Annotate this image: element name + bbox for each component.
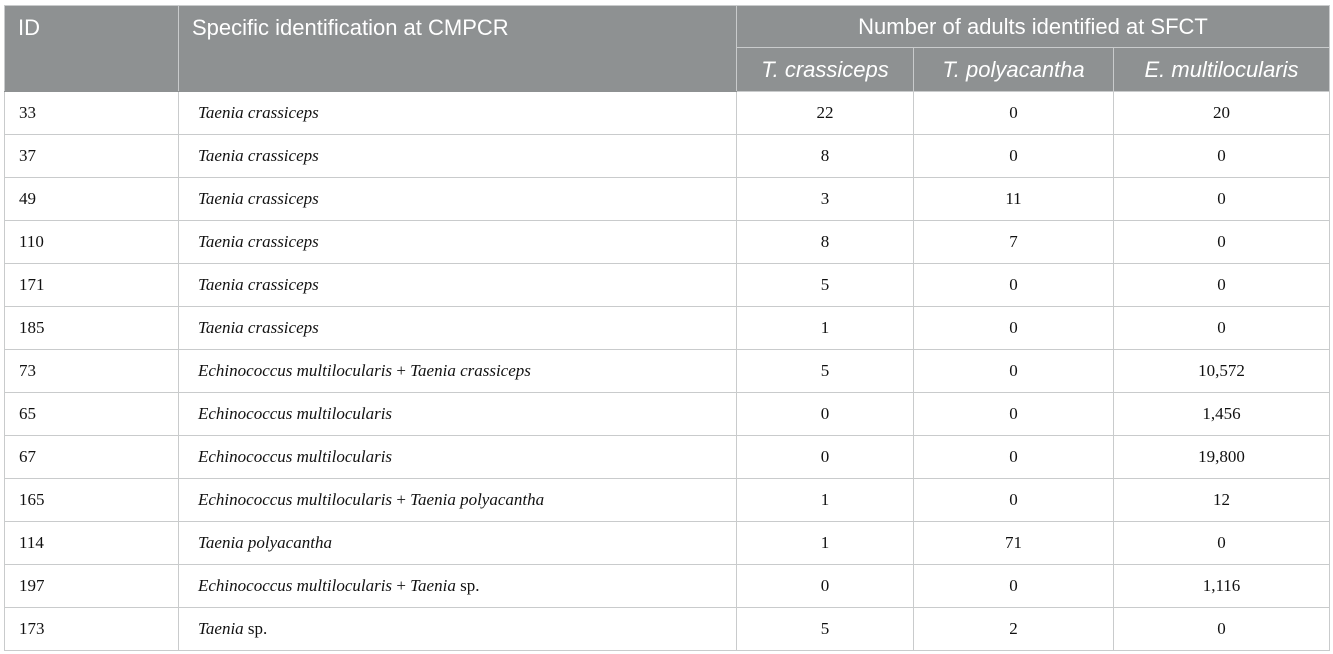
cell-specific-identification [179, 92, 737, 135]
cell-t-polyacantha-count: 0 [914, 135, 1114, 178]
cell-specific-identification [179, 479, 737, 522]
cell-t-crassiceps-count: 5 [737, 350, 914, 393]
cell-id: 33 [5, 92, 179, 135]
cell-t-polyacantha-count: 0 [914, 307, 1114, 350]
cell-t-crassiceps-count: 0 [737, 393, 914, 436]
cell-e-multilocularis-count: 19,800 [1114, 436, 1330, 479]
cell-t-crassiceps-count: 0 [737, 565, 914, 608]
cell-e-multilocularis-count: 10,572 [1114, 350, 1330, 393]
cell-id: 171 [5, 264, 179, 307]
cell-t-crassiceps-count: 5 [737, 264, 914, 307]
cell-e-multilocularis-count: 20 [1114, 92, 1330, 135]
cell-e-multilocularis-count: 1,116 [1114, 565, 1330, 608]
cell-t-polyacantha-count: 71 [914, 522, 1114, 565]
table-row [5, 479, 1330, 522]
results-table [4, 5, 1330, 651]
cell-specific-identification [179, 178, 737, 221]
cell-t-polyacantha-count: 7 [914, 221, 1114, 264]
table-row [5, 350, 1330, 393]
identification-text: Taenia [410, 576, 456, 595]
cell-e-multilocularis-count: 0 [1114, 522, 1330, 565]
identification-text: Taenia crassiceps [198, 146, 319, 165]
identification-text: Taenia [198, 619, 244, 638]
identification-text: Taenia crassiceps [198, 318, 319, 337]
cell-t-polyacantha-count: 0 [914, 565, 1114, 608]
cell-id: 165 [5, 479, 179, 522]
table-row [5, 307, 1330, 350]
cell-e-multilocularis-count: 0 [1114, 307, 1330, 350]
cell-specific-identification [179, 264, 737, 307]
table-row [5, 92, 1330, 135]
table-row [5, 436, 1330, 479]
identification-text: Echinococcus multilocularis [198, 447, 393, 466]
identification-text: Taenia crassiceps [198, 189, 319, 208]
cell-specific-identification [179, 135, 737, 178]
cell-t-crassiceps-count: 8 [737, 221, 914, 264]
header-e-multilocularis: E. multilocularis [1114, 48, 1330, 92]
identification-text: sp. [455, 576, 480, 595]
cell-e-multilocularis-count: 0 [1114, 608, 1330, 651]
cell-id: 73 [5, 350, 179, 393]
table-row [5, 522, 1330, 565]
cell-specific-identification [179, 393, 737, 436]
identification-text: Taenia polyacantha [198, 533, 332, 552]
header-t-polyacantha: T. polyacantha [914, 48, 1114, 92]
cell-e-multilocularis-count: 0 [1114, 178, 1330, 221]
cell-t-crassiceps-count: 1 [737, 307, 914, 350]
cell-t-crassiceps-count: 1 [737, 479, 914, 522]
identification-text: Taenia crassiceps [198, 275, 319, 294]
identification-text: Taenia crassiceps [198, 232, 319, 251]
cell-id: 67 [5, 436, 179, 479]
identification-text: + [392, 361, 411, 380]
identification-text: Echinococcus multilocularis [198, 361, 393, 380]
identification-text: Taenia polyacantha [410, 490, 545, 509]
cell-specific-identification [179, 436, 737, 479]
cell-t-crassiceps-count: 8 [737, 135, 914, 178]
cell-id: 65 [5, 393, 179, 436]
header-specific-identification: Specific identification at CMPCR [179, 6, 737, 92]
identification-text: Echinococcus multilocularis [198, 490, 393, 509]
cell-t-polyacantha-count: 0 [914, 436, 1114, 479]
cell-t-polyacantha-count: 0 [914, 479, 1114, 522]
table-row [5, 135, 1330, 178]
cell-specific-identification [179, 522, 737, 565]
table-row [5, 264, 1330, 307]
cell-e-multilocularis-count: 12 [1114, 479, 1330, 522]
identification-text: Taenia crassiceps [410, 361, 531, 380]
cell-id: 173 [5, 608, 179, 651]
cell-t-crassiceps-count: 3 [737, 178, 914, 221]
cell-id: 37 [5, 135, 179, 178]
cell-id: 185 [5, 307, 179, 350]
cell-specific-identification [179, 565, 737, 608]
cell-t-polyacantha-count: 11 [914, 178, 1114, 221]
header-adults-group: Number of adults identified at SFCT [737, 6, 1330, 48]
cell-specific-identification [179, 350, 737, 393]
identification-text: Echinococcus multilocularis [198, 404, 393, 423]
header-t-crassiceps: T. crassiceps [737, 48, 914, 92]
cell-t-polyacantha-count: 0 [914, 92, 1114, 135]
cell-e-multilocularis-count: 1,456 [1114, 393, 1330, 436]
cell-id: 110 [5, 221, 179, 264]
table-body [5, 92, 1330, 651]
cell-id: 49 [5, 178, 179, 221]
table-row [5, 221, 1330, 264]
cell-id: 197 [5, 565, 179, 608]
table-row [5, 393, 1330, 436]
identification-text: Echinococcus multilocularis [198, 576, 393, 595]
cell-specific-identification [179, 608, 737, 651]
identification-text: Taenia crassiceps [198, 103, 319, 122]
cell-e-multilocularis-count: 0 [1114, 264, 1330, 307]
table-header [5, 6, 1330, 92]
cell-t-polyacantha-count: 2 [914, 608, 1114, 651]
table-row [5, 565, 1330, 608]
cell-t-crassiceps-count: 5 [737, 608, 914, 651]
cell-specific-identification [179, 221, 737, 264]
table-row [5, 178, 1330, 221]
cell-id: 114 [5, 522, 179, 565]
cell-t-crassiceps-count: 0 [737, 436, 914, 479]
cell-t-crassiceps-count: 22 [737, 92, 914, 135]
identification-text: + [392, 576, 411, 595]
cell-e-multilocularis-count: 0 [1114, 135, 1330, 178]
table-row [5, 608, 1330, 651]
cell-e-multilocularis-count: 0 [1114, 221, 1330, 264]
identification-text: + [392, 490, 411, 509]
cell-t-polyacantha-count: 0 [914, 264, 1114, 307]
header-id: ID [5, 6, 179, 92]
cell-t-crassiceps-count: 1 [737, 522, 914, 565]
cell-t-polyacantha-count: 0 [914, 350, 1114, 393]
identification-text: sp. [243, 619, 268, 638]
cell-t-polyacantha-count: 0 [914, 393, 1114, 436]
cell-specific-identification [179, 307, 737, 350]
